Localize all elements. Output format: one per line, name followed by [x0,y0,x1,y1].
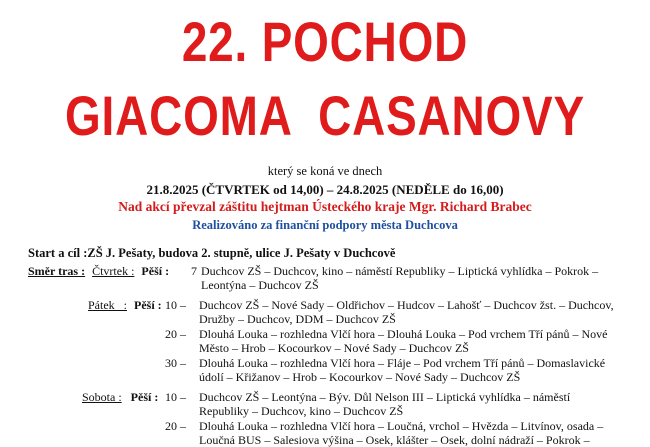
route-description-cont: Družby – Duchcov, DDM – Duchcov ZŠ [199,312,396,326]
route-distance: 10 – [165,298,186,312]
route-description-cont: Leontýna – Duchcov ZŠ [201,278,319,292]
start-label: Start a cíl : [28,246,88,260]
start-finish [28,246,395,260]
route-description: Dlouhá Louka – rozhledna Vlčí hora – Loučná, vrchol – Hvězda – Litvínov, osada – [199,419,604,433]
day-thursday: Čtvrtek : [92,264,135,278]
route-distance: 30 – [165,356,186,370]
walk-label: Pěší : [134,298,162,312]
route-description-cont: Loučná BUS – Salesiova výšina – Osek, klášter – Osek, dolní nádraží – Pokrok – [199,433,590,447]
route-distance: 20 – [165,327,186,341]
funding-text: Realizováno za finanční podpory města Duchcova [192,218,458,232]
route-description: Duchcov ZŠ – Nové Sady – Oldřichov – Hudcov – Lahošť – Duchcov žst. – Duchcov, [199,298,614,312]
saturday-row [82,390,158,404]
route-description-cont: Město – Hrob – Kocourkov – Nové Sady – Duchcov ZŠ [199,341,469,355]
route-description: Dlouhá Louka – rozhledna Vlčí hora – Fláje – Pod vrchem Tří pánů – Domaslavické [199,356,606,370]
thursday-row [28,264,169,278]
routes-label: Směr tras : [28,264,86,278]
route-description-cont: údolí – Křižanov – Hrob – Kocourkov – Nové Sady – Duchcov ZŠ [199,370,521,384]
day-saturday: Sobota : [82,390,122,404]
event-dates: 21.8.2025 (ČTVRTEK od 14,00) – 24.8.2025 (NEDĚLE do 16,00) [146,182,504,197]
route-description: Duchcov ZŠ – Duchcov, kino – náměstí Republiky – Liptická vyhlídka – Pokrok – [201,264,599,278]
day-friday: Pátek : [88,298,127,312]
route-distance: 7 [191,264,197,278]
route-distance: 10 – [165,390,186,404]
patronage-text: Nad akcí převzal záštitu hejtman Ústeckého kraje Mgr. Richard Brabec [118,199,532,214]
walk-label: Pěší : [141,264,170,278]
start-value: ZŠ J. Pešaty, budova 2. stupně, ulice J. Pešaty v Duchcově [87,246,396,260]
event-title-line-1: 22. POCHOD [181,10,469,73]
walk-label: Pěší : [130,390,159,404]
event-title-line-2: GIACOMA CASANOVY [65,84,585,147]
friday-row [88,298,162,312]
route-distance: 20 – [165,419,186,433]
route-description: Dlouhá Louka – rozhledna Vlčí hora – Dlouhá Louka – Pod vrchem Tří pánů – Nové [199,327,608,341]
route-description-cont: Republiky – Duchcov, kino – Duchcov ZŠ [199,404,404,418]
route-description: Duchcov ZŠ – Leontýna – Býv. Důl Nelson III – Liptická vyhlídka – náměstí [199,390,571,404]
intro-text: který se koná ve dnech [267,164,383,178]
